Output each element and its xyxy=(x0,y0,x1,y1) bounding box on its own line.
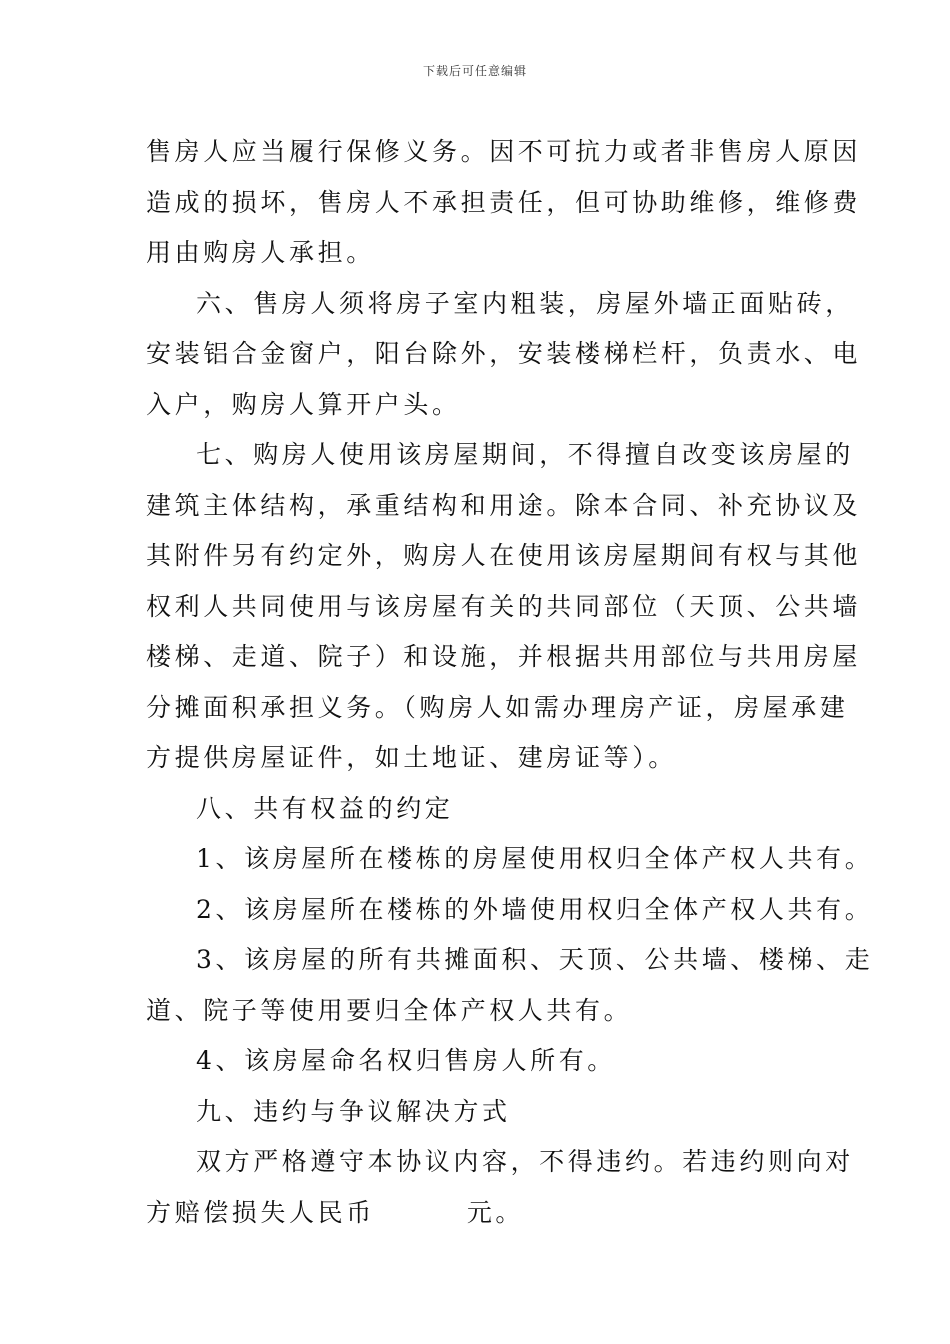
text-line: 分摊面积承担义务。（购房人如需办理房产证，房屋承建 xyxy=(146,692,849,722)
clause-8-item-3: 3、该房屋的所有共摊面积、天顶、公共墙、楼梯、走 xyxy=(196,945,874,974)
clause-6-heading: 六、售房人须将房子室内粗装，房屋外墙正面贴砖， xyxy=(196,288,854,318)
clause-8-item-1: 1、该房屋所在楼栋的房屋使用权归全体产权人共有。 xyxy=(196,844,874,873)
clause-8-item-4: 4、该房屋命名权归售房人所有。 xyxy=(196,1046,616,1075)
text-line: 建筑主体结构，承重结构和用途。除本合同、补充协议及 xyxy=(146,490,862,520)
compensation-suffix: 元。 xyxy=(466,1197,525,1227)
text-line: 造成的损坏，售房人不承担责任，但可协助维修，维修费 xyxy=(146,187,862,217)
clause-8-heading: 八、共有权益的约定 xyxy=(196,793,454,823)
compensation-line xyxy=(146,1188,808,1239)
text-line: 其附件另有约定外，购房人在使用该房屋期间有权与其他 xyxy=(146,541,862,570)
text-line: 道、院子等使用要归全体产权人共有。 xyxy=(146,995,633,1025)
text-line: 安装铝合金窗户，阳台除外，安装楼梯栏杆，负责水、电 xyxy=(146,339,862,368)
text-line: 楼梯、走道、院子）和设施，并根据共用部位与共用房屋 xyxy=(146,642,862,671)
clause-7-heading: 七、购房人使用该房屋期间，不得擅自改变该房屋的 xyxy=(196,440,854,469)
text-line: 售房人应当履行保修义务。因不可抗力或者非售房人原因 xyxy=(146,137,862,166)
text-line: 入户，购房人算开户头。 xyxy=(146,389,461,419)
document-body xyxy=(146,127,874,1238)
clause-8-item-2: 2、该房屋所在楼栋的外墙使用权归全体产权人共有。 xyxy=(196,894,874,924)
compensation-prefix: 方赔偿损失人民币 xyxy=(146,1197,375,1227)
page-header: 下载后可任意编辑 xyxy=(422,64,527,78)
text-line: 权利人共同使用与该房屋有关的共同部位（天顶、公共墙 xyxy=(146,591,862,621)
clause-9-heading: 九、违约与争议解决方式 xyxy=(196,1096,511,1126)
text-line: 方提供房屋证件，如土地证、建房证等）。 xyxy=(146,743,677,772)
text-line: 用由购房人承担。 xyxy=(146,238,375,267)
clause-9-text: 双方严格遵守本协议内容，不得违约。若违约则向对 xyxy=(196,1147,854,1176)
